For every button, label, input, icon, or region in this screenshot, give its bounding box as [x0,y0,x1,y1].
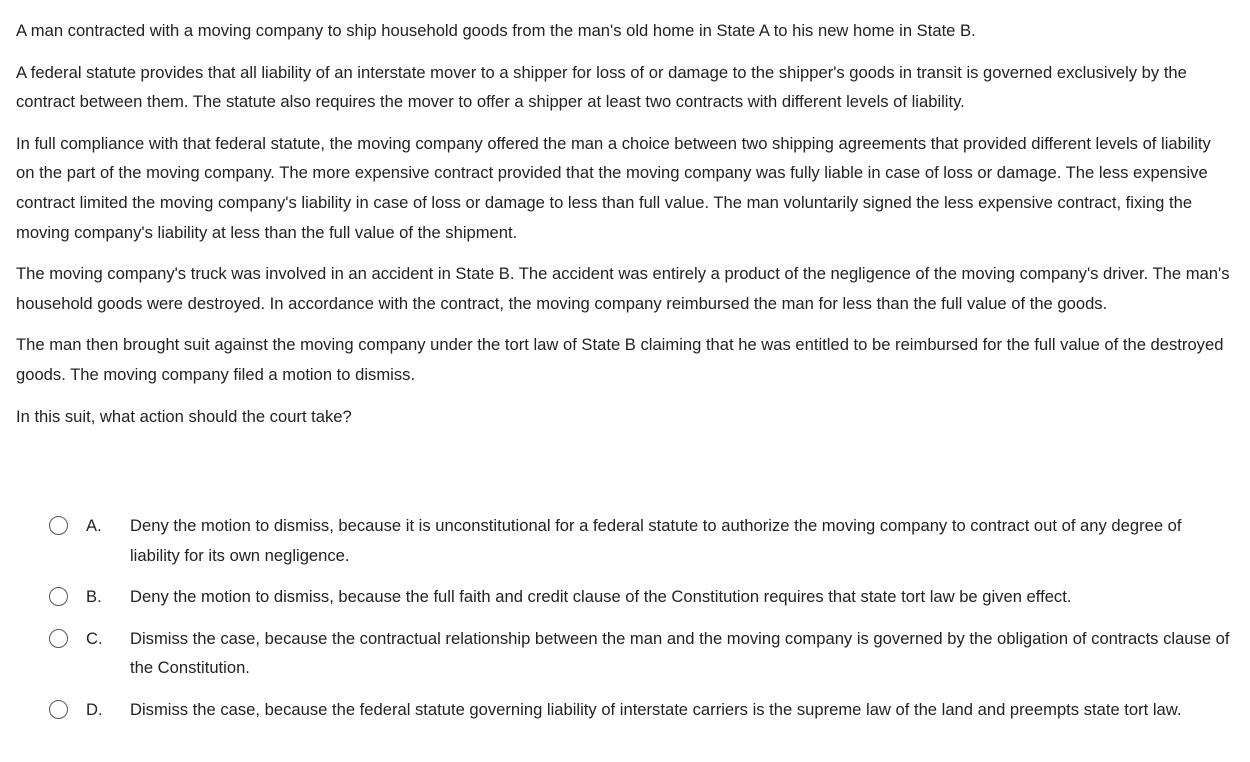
answer-option-a[interactable] [49,511,1234,570]
option-text[interactable]: Dismiss the case, because the contractual relationship between the man and the moving company is governed by the obligation of contracts clause of the Constitution. [130,628,1230,678]
answer-option-b[interactable] [49,582,1234,612]
radio-button-b[interactable] [49,587,68,606]
answer-option-d[interactable] [49,695,1234,725]
option-text[interactable]: Dismiss the case, because the federal statute governing liability of interstate carriers is the supreme law of the land and preempts state tort law. [130,699,1182,719]
question-paragraph: The moving company's truck was involved in an accident in State B. The accident was entirely a product of the negligence of the moving company's driver. The man's household goods were destroyed. In accordance with the contract, the moving company reimbursed the man for less than the full value of the goods. [16,264,1230,313]
answer-options [49,511,1234,737]
option-letter: B. [86,587,102,607]
option-text[interactable]: Deny the motion to dismiss, because it is unconstitutional for a federal statute to authorize the moving company to contract out of any degree of liability for its own negligence. [130,516,1182,565]
question-prompt: In this suit, what action should the court take? [16,406,352,426]
question-paragraph: A federal statute provides that all liability of an interstate mover to a shipper for loss of or damage to the shipper's goods in transit is governed exclusively by the contract between them. The statute also requires the mover to offer a shipper at least two contracts with different levels of liability. [16,62,1187,112]
radio-button-d[interactable] [49,700,68,719]
question-paragraph: In full compliance with that federal statute, the moving company offered the man a choice between two shipping agreements that provided different levels of liability on the part of the moving company. The more expensive contract provided that the moving company was fully liable in case of loss or damage. The less expensive contract limited the moving company's liability in case of loss or damage to less than full value. The man voluntarily signed the less expensive contract, fixing the moving company's liability at less than the full value of the shipment. [16,133,1211,242]
option-text[interactable]: Deny the motion to dismiss, because the full faith and credit clause of the Constitution requires that state tort law be given effect. [130,587,1072,607]
answer-option-c[interactable] [49,624,1234,683]
question-stem [16,16,1231,443]
question-paragraph: A man contracted with a moving company to ship household goods from the man's old home in State A to his new home in State B. [16,21,976,40]
question-paragraph: The man then brought suit against the moving company under the tort law of State B claiming that he was entitled to be reimbursed for the full value of the destroyed goods. The moving company filed a motion to dismiss. [16,335,1224,384]
option-letter: A. [86,516,102,535]
option-letter: D. [86,699,103,719]
option-letter: C. [86,628,103,648]
radio-button-c[interactable] [49,629,68,648]
radio-button-a[interactable] [49,516,68,535]
